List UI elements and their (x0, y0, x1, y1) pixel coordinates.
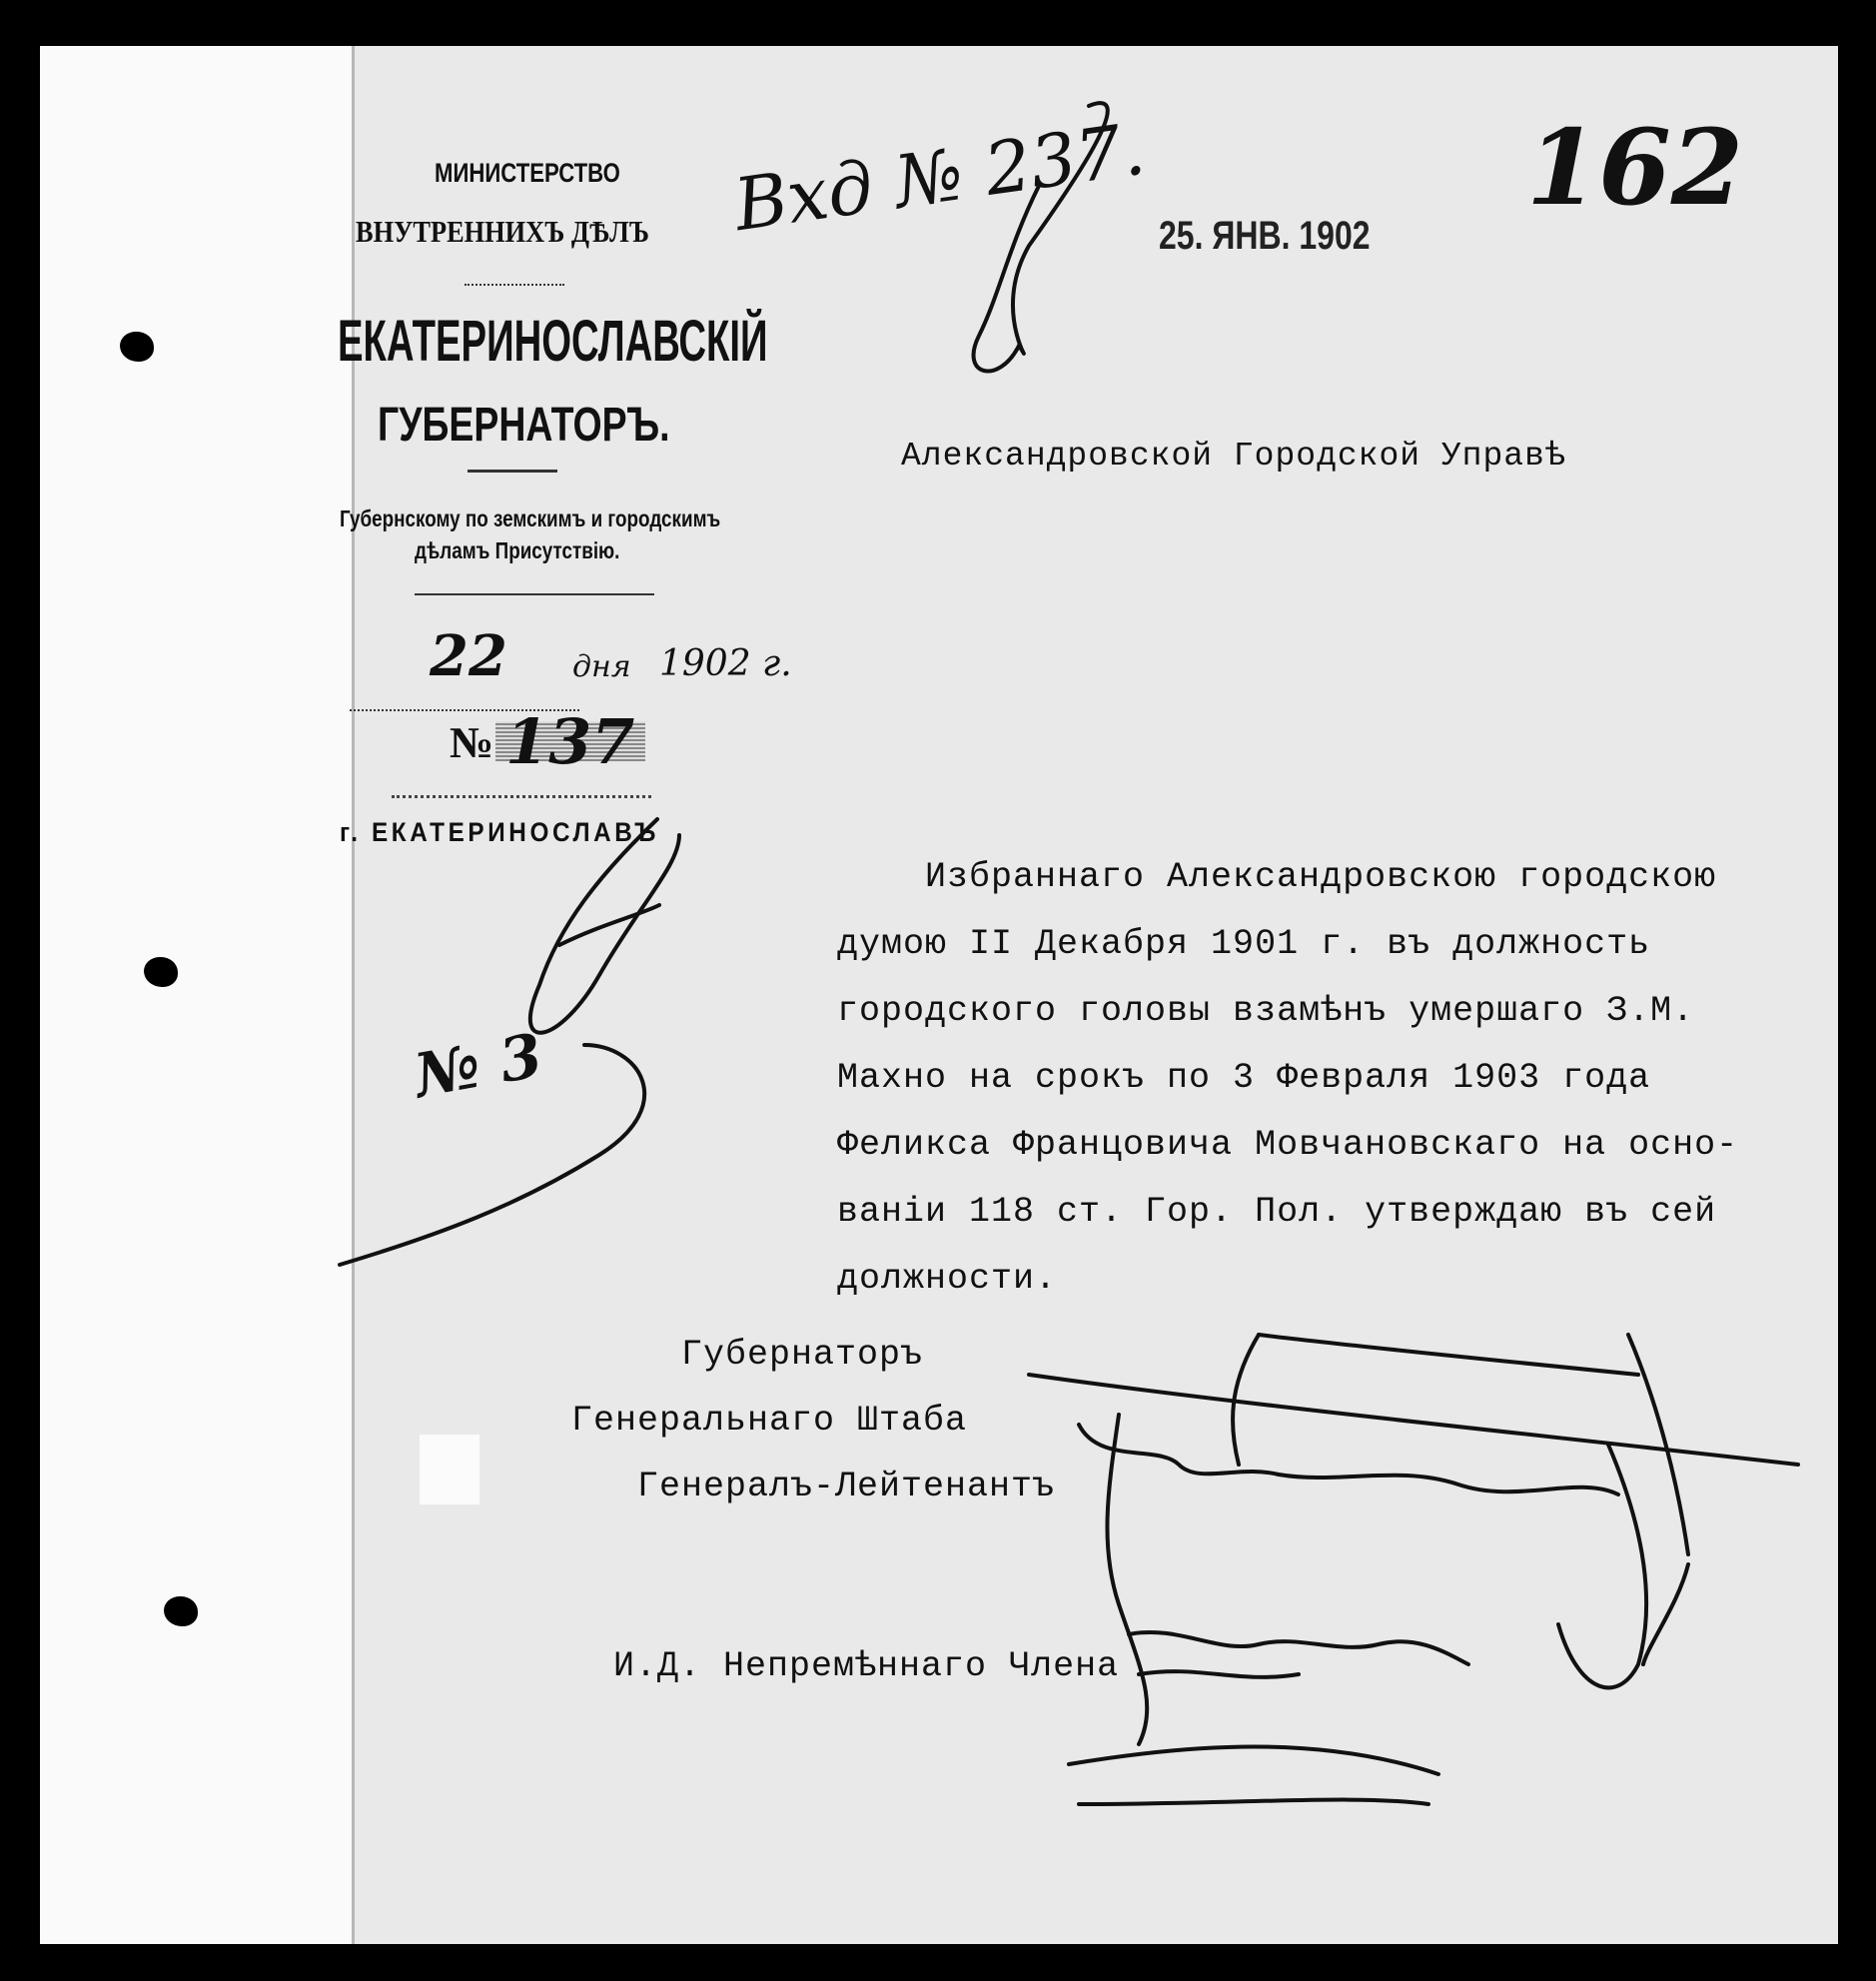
punch-hole (144, 957, 178, 987)
ministry-line2: ВНУТРЕННИХЪ ДѢЛЪ (356, 214, 649, 249)
body-line: Махно на срокъ по 3 Февраля 1903 года (837, 1058, 1651, 1098)
punch-hole (164, 1596, 198, 1626)
office-line2: ГУБЕРНАТОРЪ. (378, 399, 670, 452)
ornament-divider (465, 284, 564, 286)
margin-note: № 3 (410, 1020, 548, 1112)
body-line: должности. (837, 1259, 1058, 1299)
body-line: городского головы взамѣнъ умершаго З.М. (837, 991, 1695, 1031)
punch-hole (120, 332, 154, 362)
body-line: думою II Декабря 1901 г. въ должность (837, 924, 1651, 964)
binding-strip (40, 46, 355, 1944)
signatory-rank2: Генералъ-Лейтенантъ (637, 1467, 1056, 1506)
ornament-divider (468, 470, 557, 473)
city-line: г. ЕКАТЕРИНОСЛАВЪ (340, 817, 659, 847)
ministry-line1: МИНИСТЕРСТВО (435, 158, 620, 188)
dept-line1: Губернскому по земскимъ и городскимъ (340, 505, 721, 531)
member-title: И.Д. Непремѣннаго Члена (613, 1646, 1120, 1686)
received-stamp-date: 25. ЯНВ. 1902 (1159, 214, 1371, 258)
dept-line2: дѣламъ Присутствію. (415, 537, 620, 563)
signatory-title: Губернаторъ (681, 1335, 924, 1375)
wavy-divider (392, 787, 651, 798)
body-line: Феликса Францовича Мовчановскаго на осно- (837, 1125, 1739, 1165)
date-label: дня (572, 649, 631, 684)
registration-note: Вхд № 237. (729, 106, 1151, 248)
body-line: Избраннаго Александровскою городскою (925, 857, 1717, 897)
paper-patch (420, 1435, 479, 1504)
folio-number: 162 (1526, 106, 1744, 229)
addressee: Александровской Городской Управѣ (901, 438, 1566, 475)
signatory-rank: Генеральнаго Штаба (571, 1401, 968, 1441)
number-value: 137 (505, 705, 635, 778)
number-label: № (450, 718, 494, 767)
document-page (40, 46, 1838, 1944)
body-line: ваніи 118 ст. Гор. Пол. утверждаю въ сей (837, 1192, 1717, 1232)
date-day: 22 (430, 623, 507, 689)
divider-line (415, 593, 654, 595)
office-line1: ЕКАТЕРИНОСЛАВСКІЙ (338, 309, 768, 374)
date-year: 1902 г. (659, 643, 792, 684)
